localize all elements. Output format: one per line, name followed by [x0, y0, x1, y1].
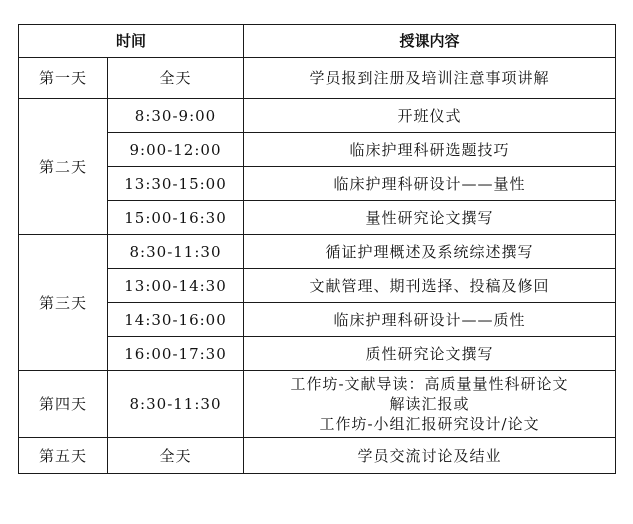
session-content: 学员交流讨论及结业	[244, 438, 616, 474]
session-time: 13:30-15:00	[108, 167, 244, 201]
content-line: 解读汇报或	[389, 395, 470, 413]
day-label: 第一天	[19, 58, 108, 99]
table-row	[19, 438, 616, 474]
table-row	[19, 133, 616, 167]
session-time: 13:00-14:30	[108, 269, 244, 303]
session-content: 临床护理科研选题技巧	[244, 133, 616, 167]
session-time: 全天	[108, 58, 244, 99]
table-row	[19, 167, 616, 201]
session-content: 文献管理、期刊选择、投稿及修回	[244, 269, 616, 303]
content-line: 工作坊-小组汇报研究设计/论文	[319, 415, 540, 433]
table-row	[19, 235, 616, 269]
day-label: 第四天	[19, 371, 108, 438]
content-line: 工作坊-文献导读：高质量量性科研论文	[290, 375, 569, 393]
session-content: 临床护理科研设计——量性	[244, 167, 616, 201]
table-row	[19, 303, 616, 337]
day-label: 第二天	[19, 99, 108, 235]
table-row	[19, 99, 616, 133]
session-content: 质性研究论文撰写	[244, 337, 616, 371]
session-content	[244, 371, 616, 438]
session-content: 开班仪式	[244, 99, 616, 133]
header-content: 授课内容	[244, 25, 616, 58]
table-row	[19, 58, 616, 99]
session-content: 临床护理科研设计——质性	[244, 303, 616, 337]
day-label: 第五天	[19, 438, 108, 474]
table-row	[19, 371, 616, 438]
session-time: 14:30-16:00	[108, 303, 244, 337]
day-label: 第三天	[19, 235, 108, 371]
table-row	[19, 269, 616, 303]
session-time: 8:30-11:30	[108, 235, 244, 269]
session-time: 8:30-9:00	[108, 99, 244, 133]
table-row	[19, 201, 616, 235]
session-content: 学员报到注册及培训注意事项讲解	[244, 58, 616, 99]
header-row	[19, 25, 616, 58]
table-row	[19, 337, 616, 371]
header-time: 时间	[19, 25, 244, 58]
session-time: 15:00-16:30	[108, 201, 244, 235]
session-content: 循证护理概述及系统综述撰写	[244, 235, 616, 269]
schedule-table	[18, 24, 616, 474]
session-content: 量性研究论文撰写	[244, 201, 616, 235]
session-time: 8:30-11:30	[108, 371, 244, 438]
session-time: 9:00-12:00	[108, 133, 244, 167]
session-time: 16:00-17:30	[108, 337, 244, 371]
session-time: 全天	[108, 438, 244, 474]
